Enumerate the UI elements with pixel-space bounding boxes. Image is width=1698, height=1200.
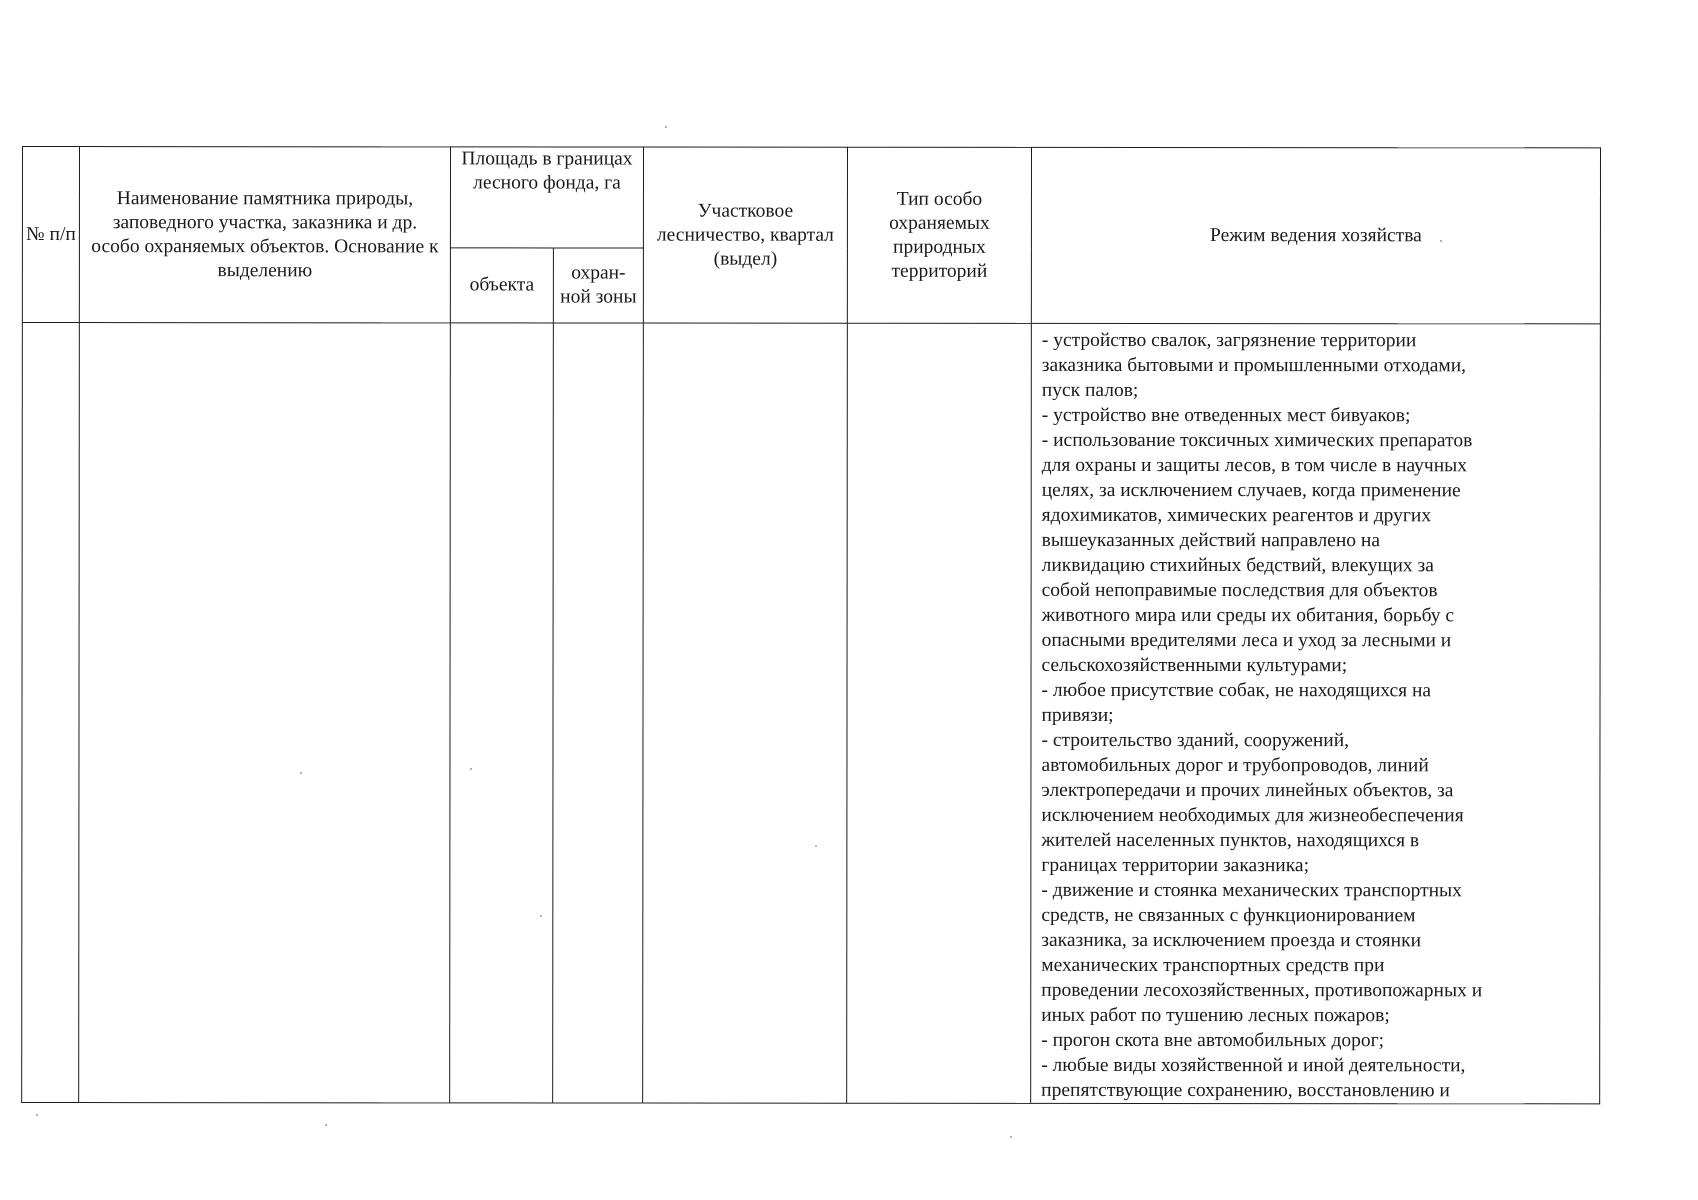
regime-line: заказника, за исключением проезда и стоянки [1041,929,1422,952]
regime-line: - устройство свалок, загрязнение территории [1041,329,1417,352]
regime-line: животного мира или среды их обитания, борьбу с [1041,604,1455,627]
regime-line: для охраны и защиты лесов, в том числе в научных [1041,454,1468,477]
cell-type [847,323,1032,1103]
regime-line: иных работ по тушению лесных пожаров; [1041,1004,1390,1027]
header-forestry [643,147,847,323]
regime-line: - устройство вне отведенных мест бивуаков; [1041,404,1411,427]
regime-line: целях, за исключением случаев, когда применение [1041,479,1461,502]
regime-line: механических транспортных средств при [1041,954,1385,977]
regime-line: - движение и стоянка механических транспортных [1041,879,1462,902]
regime-line: - использование токсичных химических препаратов [1041,429,1473,452]
cell-area-zone [553,323,644,1103]
header-forestry-text: Участковое лесничество, квартал (выдел) [656,200,834,270]
header-area-zone-text: охран-ной зоны [560,262,637,308]
header-area-zone [553,248,643,323]
header-type-text: Тип особо охраняемых природных территорий [889,188,990,282]
regime-text [1031,324,1600,1103]
header-area [450,147,643,248]
cell-area-object [450,323,554,1103]
cell-forestry [643,323,848,1103]
regime-line: ликвидацию стихийных бедствий, влекущих за [1041,554,1434,577]
scan-speck [815,845,817,847]
regime-line: электропередачи и прочих линейных объектов, за [1041,779,1454,802]
cell-name [79,323,451,1103]
regime-line: - любое присутствие собак, не находящихся на [1041,679,1432,702]
header-type [847,147,1031,323]
regime-line: препятствующие сохранению, восстановлению и [1041,1079,1450,1102]
scan-speck [36,1114,38,1116]
scan-speck [1010,1136,1012,1138]
regime-line: - строительство зданий, сооружений, [1041,729,1350,752]
scan-speck [540,915,542,917]
regime-line: пуск палов; [1041,379,1139,401]
header-area-text: Площадь в границах лесного фонда, га [461,148,633,194]
regime-line: - любые виды хозяйственной и иной деятельности, [1041,1054,1466,1077]
regime-line: - прогон скота вне автомобильных дорог; [1041,1029,1385,1052]
regime-table [21,146,1601,1104]
table-row [22,323,1601,1104]
regime-line: ядохимикатов, химических реагентов и других [1041,504,1432,527]
scan-speck [325,1124,327,1126]
header-name [79,147,450,323]
regime-line: исключением необходимых для жизнеобеспечения [1041,804,1464,827]
scan-speck [300,772,302,774]
regime-line: заказника бытовыми и промышленными отходами, [1041,354,1467,377]
regime-line: собой непоправимые последствия для объектов [1041,579,1438,602]
header-name-text: Наименование памятника природы, заповедного участка, заказника и др. особо охраняемых объектов. Основание к выделению [91,187,439,281]
regime-line: жителей населенных пунктов, находящихся в [1041,829,1420,852]
header-num: № п/п [22,147,79,323]
regime-line: границах территории заказника; [1041,854,1310,877]
scan-speck [1440,240,1442,242]
regime-line: проведении лесохозяйственных, противопожарных и [1041,979,1483,1002]
cell-num [22,323,80,1103]
cell-regime [1031,323,1601,1103]
scan-speck [470,768,472,770]
header-regime: Режим ведения хозяйства [1031,147,1600,323]
regime-line: средств, не связанных с функционированием [1041,904,1416,927]
regime-line: привязи; [1041,704,1114,726]
header-area-object: объекта [450,248,553,323]
regime-line: сельскохозяйственными культурами; [1041,654,1348,677]
regime-line: опасными вредителями леса и уход за лесными и [1041,629,1452,652]
regime-line: автомобильных дорог и трубопроводов, линий [1041,754,1429,777]
regime-line: вышеуказанных действий направлено на [1041,529,1381,552]
scan-speck [665,126,667,128]
